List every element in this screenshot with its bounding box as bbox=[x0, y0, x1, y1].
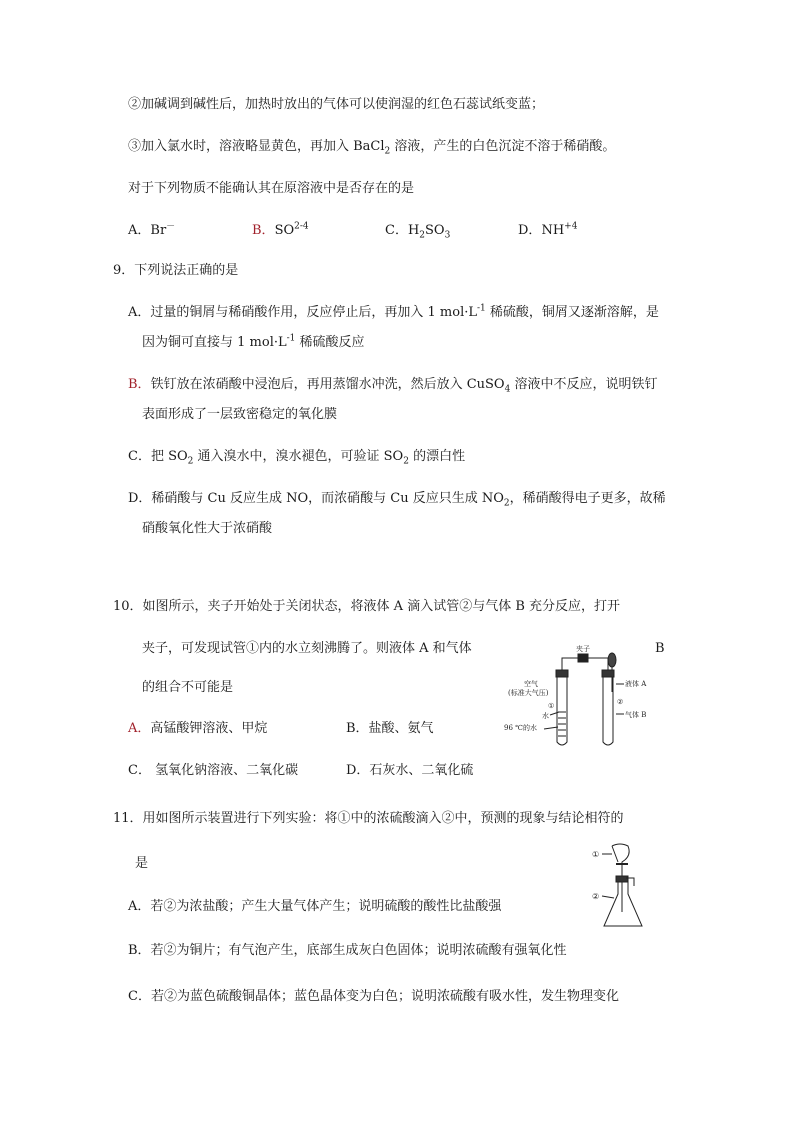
q10-option-a: A．高锰酸钾溶液、甲烷 bbox=[128, 721, 268, 736]
q10-apparatus-diagram bbox=[504, 642, 654, 752]
q9-option-c: C．把 $SO_2$ 通入溴水中，溴水褪色，可验证 $SO_2$ 的漂白性 bbox=[128, 449, 466, 467]
label-gas-b: 气体 B bbox=[625, 711, 647, 719]
q9-option-b-line1: B．铁钉放在浓硝酸中浸泡后，再用蒸馏水冲洗，然后放入 CuSO$_4$ 溶液中不反应，说明铁钉 bbox=[128, 377, 658, 395]
label-liquid-a: 液体 A bbox=[625, 680, 647, 688]
label-air: 空气 bbox=[524, 680, 538, 688]
option-d: D．$NH^{+4}$ bbox=[518, 221, 578, 238]
condition-line-3: ③加入氯水时，溶液略显黄色，再加入 BaCl$_2$ 溶液，产生的白色沉淀不溶于稀硝酸。 bbox=[128, 139, 616, 157]
q10-stem-line2: 夹子，可发现试管①内的水立刻沸腾了。则液体 A 和气体 bbox=[142, 641, 472, 656]
label-tube-1: ① bbox=[548, 702, 555, 710]
label-tube-2: ② bbox=[617, 698, 624, 706]
label-water: 水 bbox=[542, 712, 549, 720]
q9-option-b-line2: 表面形成了一层致密稳定的氧化膜 bbox=[142, 407, 338, 422]
q11-apparatus-diagram bbox=[590, 842, 670, 932]
label-clip: 夹子 bbox=[576, 645, 590, 653]
q9-option-d-line2: 硝酸氧化性大于浓硝酸 bbox=[142, 521, 273, 536]
label-hot-water: 96 ℃的水 bbox=[504, 724, 537, 732]
q11-stem: 11．用如图所示装置进行下列实验：将①中的浓硫酸滴入②中，预测的现象与结论相符的 bbox=[113, 811, 624, 826]
q10-option-c: C． 氢氧化钠溶液、二氧化碳 bbox=[128, 763, 299, 778]
q9-option-d-line1: D．稀硝酸与 Cu 反应生成 NO，而浓硝酸与 Cu 反应只生成 $NO_2$，稀硝酸得电子更多，故稀 bbox=[128, 491, 666, 509]
question-text: 对于下列物质不能确认其在原溶液中是否存在的是 bbox=[128, 181, 415, 196]
q9-stem: 9．下列说法正确的是 bbox=[113, 263, 239, 278]
label-air-pressure: (标准大气压) bbox=[508, 689, 549, 697]
q11-option-a: A．若②为浓盐酸；产生大量气体产生；说明硫酸的酸性比盐酸强 bbox=[128, 899, 502, 914]
option-c: C．$H_2SO_3$ bbox=[385, 223, 451, 241]
option-b: B．SO$^{2-4}$ bbox=[252, 221, 309, 238]
q10-stem: 10．如图所示，夹子开始处于关闭状态，将液体 A 滴入试管②与气体 B 充分反应，打开 bbox=[113, 599, 621, 614]
label-flask-2: ② bbox=[592, 892, 600, 901]
q11-option-c: C．若②为蓝色硫酸铜晶体；蓝色晶体变为白色；说明浓硫酸有吸水性，发生物理变化 bbox=[128, 989, 619, 1004]
q11-stem-line2: 是 bbox=[135, 856, 149, 871]
condition-line-2: ②加碱调到碱性后，加热时放出的气体可以使润湿的红色石蕊试纸变蓝； bbox=[128, 97, 545, 112]
q10-stem-line2-end: B bbox=[655, 641, 665, 656]
q10-stem-line3: 的组合不可能是 bbox=[142, 680, 234, 695]
option-a: A．Br－ bbox=[128, 221, 176, 238]
q11-option-b: B．若②为铜片；有气泡产生，底部生成灰白色固体；说明浓硫酸有强氧化性 bbox=[128, 943, 567, 958]
q9-option-a-line2: 因为铜可直接与 1 $mol\cdot L^{-1}$ 稀硫酸反应 bbox=[142, 333, 365, 350]
q10-option-b: B．盐酸、氨气 bbox=[346, 721, 434, 736]
q9-option-a-line1: A．过量的铜屑与稀硝酸作用，反应停止后，再加入 1 $mol\cdot L^{-1}$ 稀硫酸，铜屑又逐渐溶解，是 bbox=[128, 303, 659, 320]
label-funnel-1: ① bbox=[592, 850, 600, 859]
q10-option-d: D．石灰水、二氧化硫 bbox=[346, 763, 474, 778]
